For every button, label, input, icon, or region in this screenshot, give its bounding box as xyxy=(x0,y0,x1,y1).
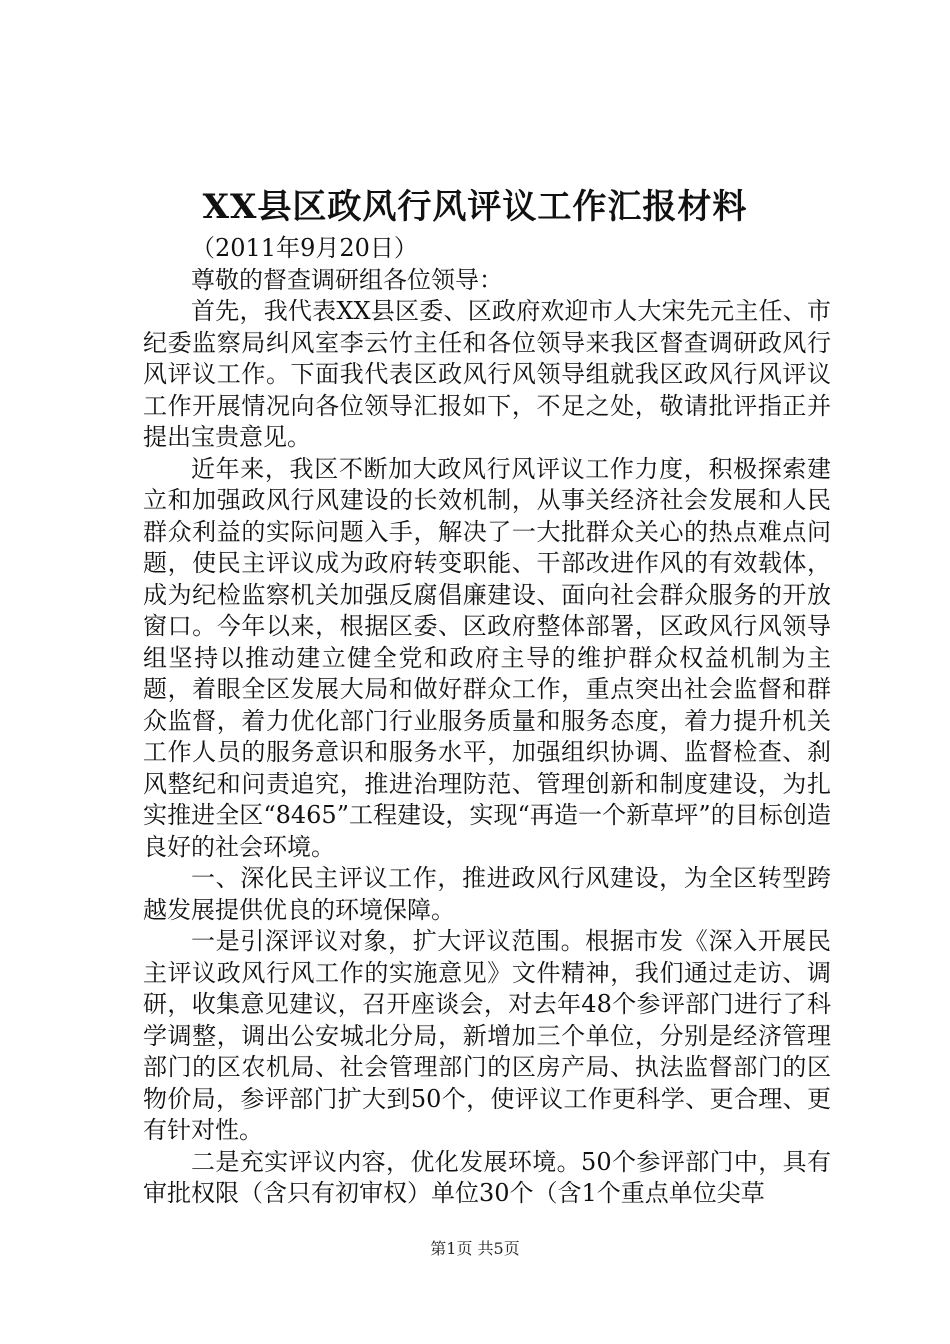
section-heading-1: 一、深化民主评议工作，推进政风行风建设，为全区转型跨越发展提供优良的环境保障。 xyxy=(143,864,831,924)
page-footer: 第1页 共5页 xyxy=(430,1239,520,1258)
paragraph-point-2: 二是充实评议内容，优化发展环境。50个参评部门中，具有审批权限（含只有初审权）单位30个（含1个重点单位尖草 xyxy=(143,1147,831,1207)
document-body xyxy=(143,233,831,1210)
document-title: XX县区政风行风评议工作汇报材料 xyxy=(202,187,748,227)
salutation: 尊敬的督查调研组各位领导： xyxy=(191,265,503,294)
paragraph-intro: 首先，我代表XX县区委、区政府欢迎市人大宋先元主任、市纪委监察局纠风室李云竹主任和各位领导来我区督查调研政风行风评议工作。下面我代表区政风行风领导组就我区政风行风评议工作开展情况向各位领导汇报如下，不足之处，敬请批评指正并提出宝贵意见。 xyxy=(143,297,831,451)
date-line: （2011年9月20日） xyxy=(191,234,418,262)
paragraph-overview: 近年来，我区不断加大政风行风评议工作力度，积极探索建立和加强政风行风建设的长效机制，从事关经济社会发展和人民群众利益的实际问题入手，解决了一大批群众关心的热点难点问题，使民主评议成为政府转变职能、干部改进作风的有效载体，成为纪检监察机关加强反腐倡廉建设、面向社会群众服务的开放窗口。今年以来，根据区委、区政府整体部署，区政风行风领导组坚持以推动建立健全党和政府主导的维护群众权益机制为主题，着眼全区发展大局和做好群众工作，重点突出社会监督和群众监督，着力优化部门行业服务质量和服务态度，着力提升机关工作人员的服务意识和服务水平，加强组织协调、监督检查、刹风整纪和问责追究，推进治理防范、管理创新和制度建设，为扎实推进全区“8465”工程建设，实现“再造一个新草坪”的目标创造良好的社会环境。 xyxy=(143,454,831,861)
paragraph-point-1: 一是引深评议对象，扩大评议范围。根据市发《深入开展民主评议政风行风工作的实施意见》文件精神，我们通过走访、调研，收集意见建议，召开座谈会，对去年48个参评部门进行了科学调整，调出公安城北分局，新增加三个单位，分别是经济管理部门的区农机局、社会管理部门的区房产局、执法监督部门的区物价局，参评部门扩大到50个，使评议工作更科学、更合理、更有针对性。 xyxy=(143,927,831,1144)
